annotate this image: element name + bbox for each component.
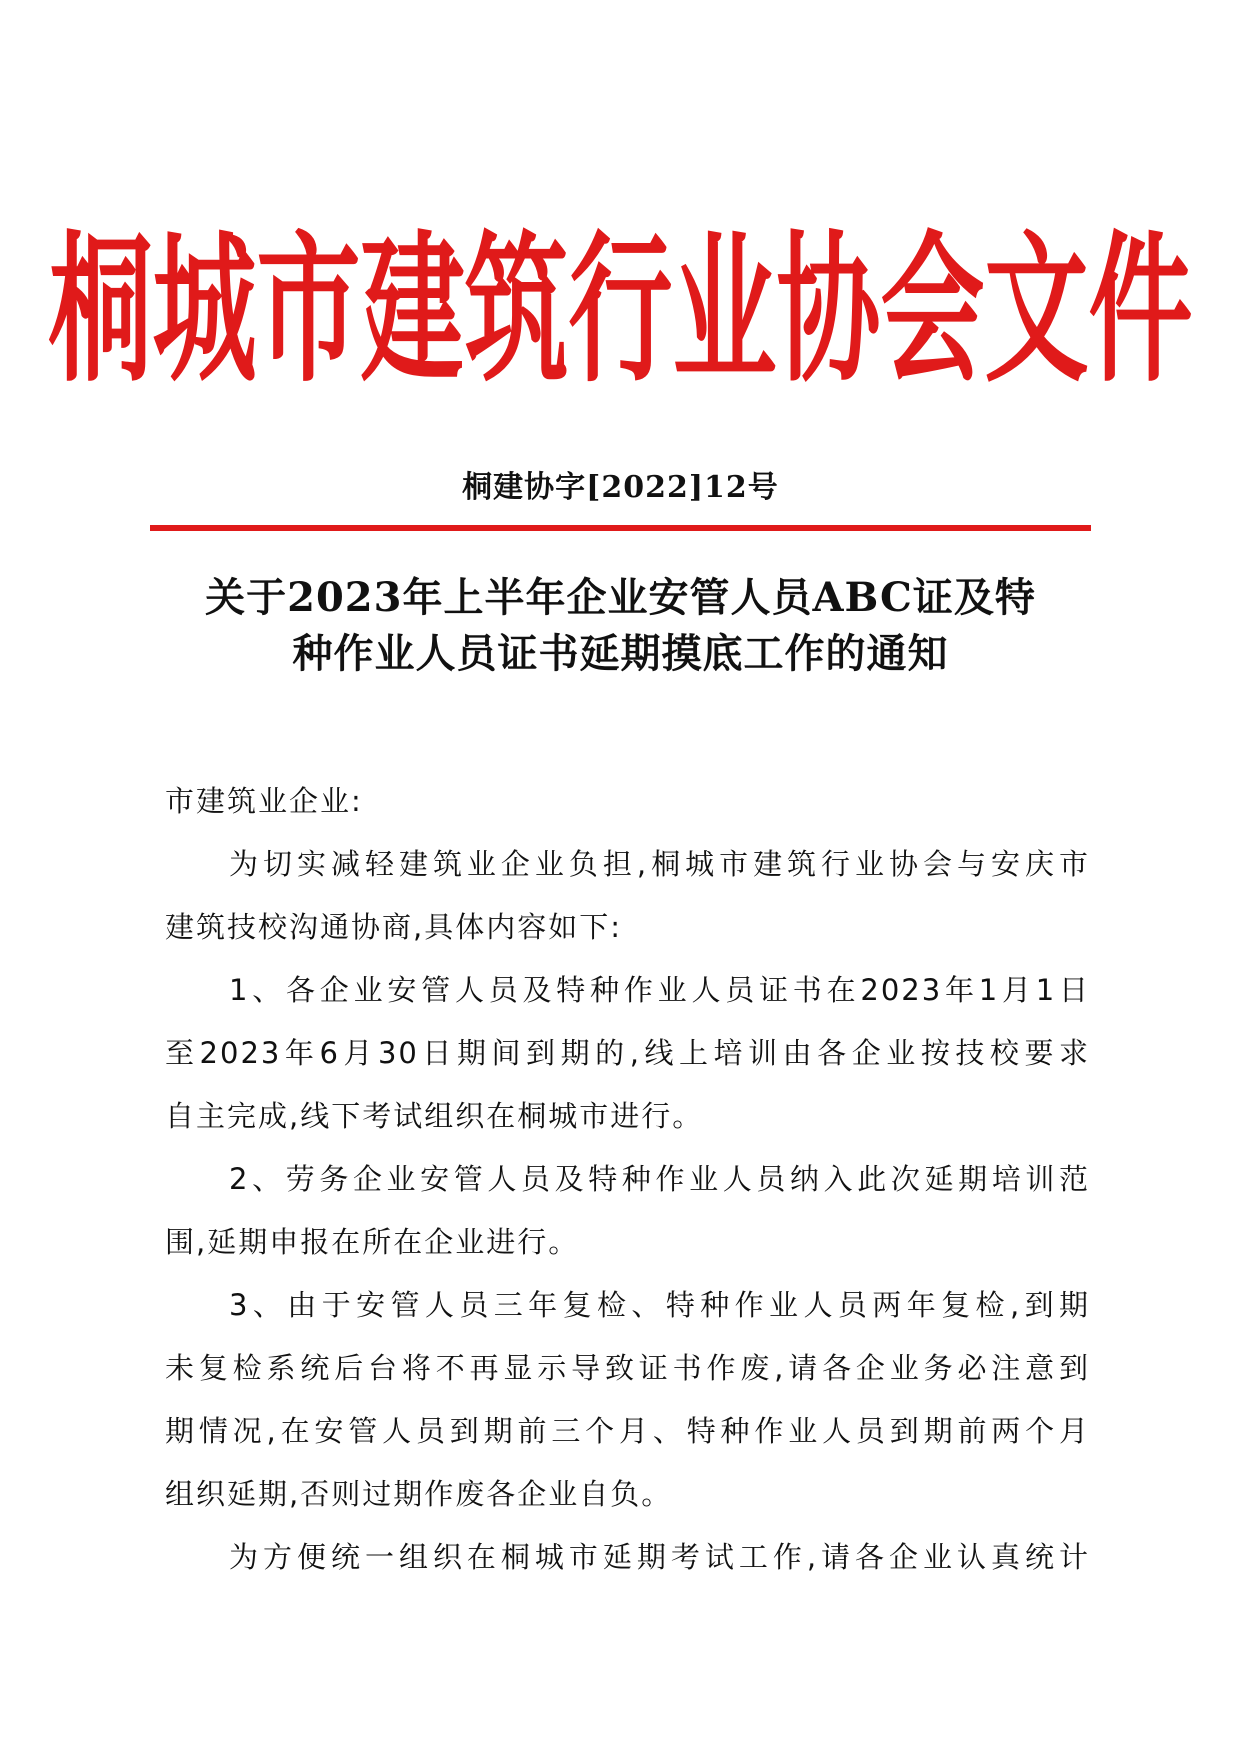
notice-title-line-1: 关于2023年上半年企业安管人员ABC证及特 [205, 574, 1036, 621]
notice-title-line-2: 种作业人员证书延期摸底工作的通知 [292, 630, 949, 677]
paragraph-1-line-1: 为切实减轻建筑业企业负担,桐城市建筑行业协会与安庆市 [229, 847, 1090, 881]
masthead-text: 桐城市建筑行业协会文件 [48, 215, 1193, 405]
masthead-title [48, 210, 1193, 410]
paragraph-1-line-2: 建筑技校沟通协商,具体内容如下: [165, 910, 622, 944]
item-2-line-2: 围,延期申报在所在企业进行。 [165, 1225, 580, 1259]
item-3-line-3: 期情况,在安管人员到期前三个月、特种作业人员到期前两个月 [165, 1414, 1090, 1448]
item-3-line-1: 3、由于安管人员三年复检、特种作业人员两年复检,到期 [229, 1288, 1090, 1322]
notice-title [150, 570, 1091, 682]
item-3-line-4: 组织延期,否则过期作废各企业自负。 [165, 1477, 673, 1511]
item-3-line-2: 未复检系统后台将不再显示导致证书作废,请各企业务必注意到 [165, 1351, 1090, 1385]
red-divider-line [150, 525, 1091, 531]
item-2-line-1: 2、劳务企业安管人员及特种作业人员纳入此次延期培训范 [229, 1162, 1090, 1196]
item-1-line-3: 自主完成,线下考试组织在桐城市进行。 [165, 1099, 704, 1133]
item-1-line-1: 1、各企业安管人员及特种作业人员证书在2023年1月1日 [229, 973, 1090, 1007]
last-paragraph-line-1: 为方便统一组织在桐城市延期考试工作,请各企业认真统计 [229, 1540, 1090, 1574]
notice-body [165, 770, 1090, 1589]
document-number: 桐建协字[2022]12号 [462, 470, 779, 505]
item-1-line-2: 至2023年6月30日期间到期的,线上培训由各企业按技校要求 [165, 1036, 1090, 1070]
salutation: 市建筑业企业: [165, 784, 363, 818]
